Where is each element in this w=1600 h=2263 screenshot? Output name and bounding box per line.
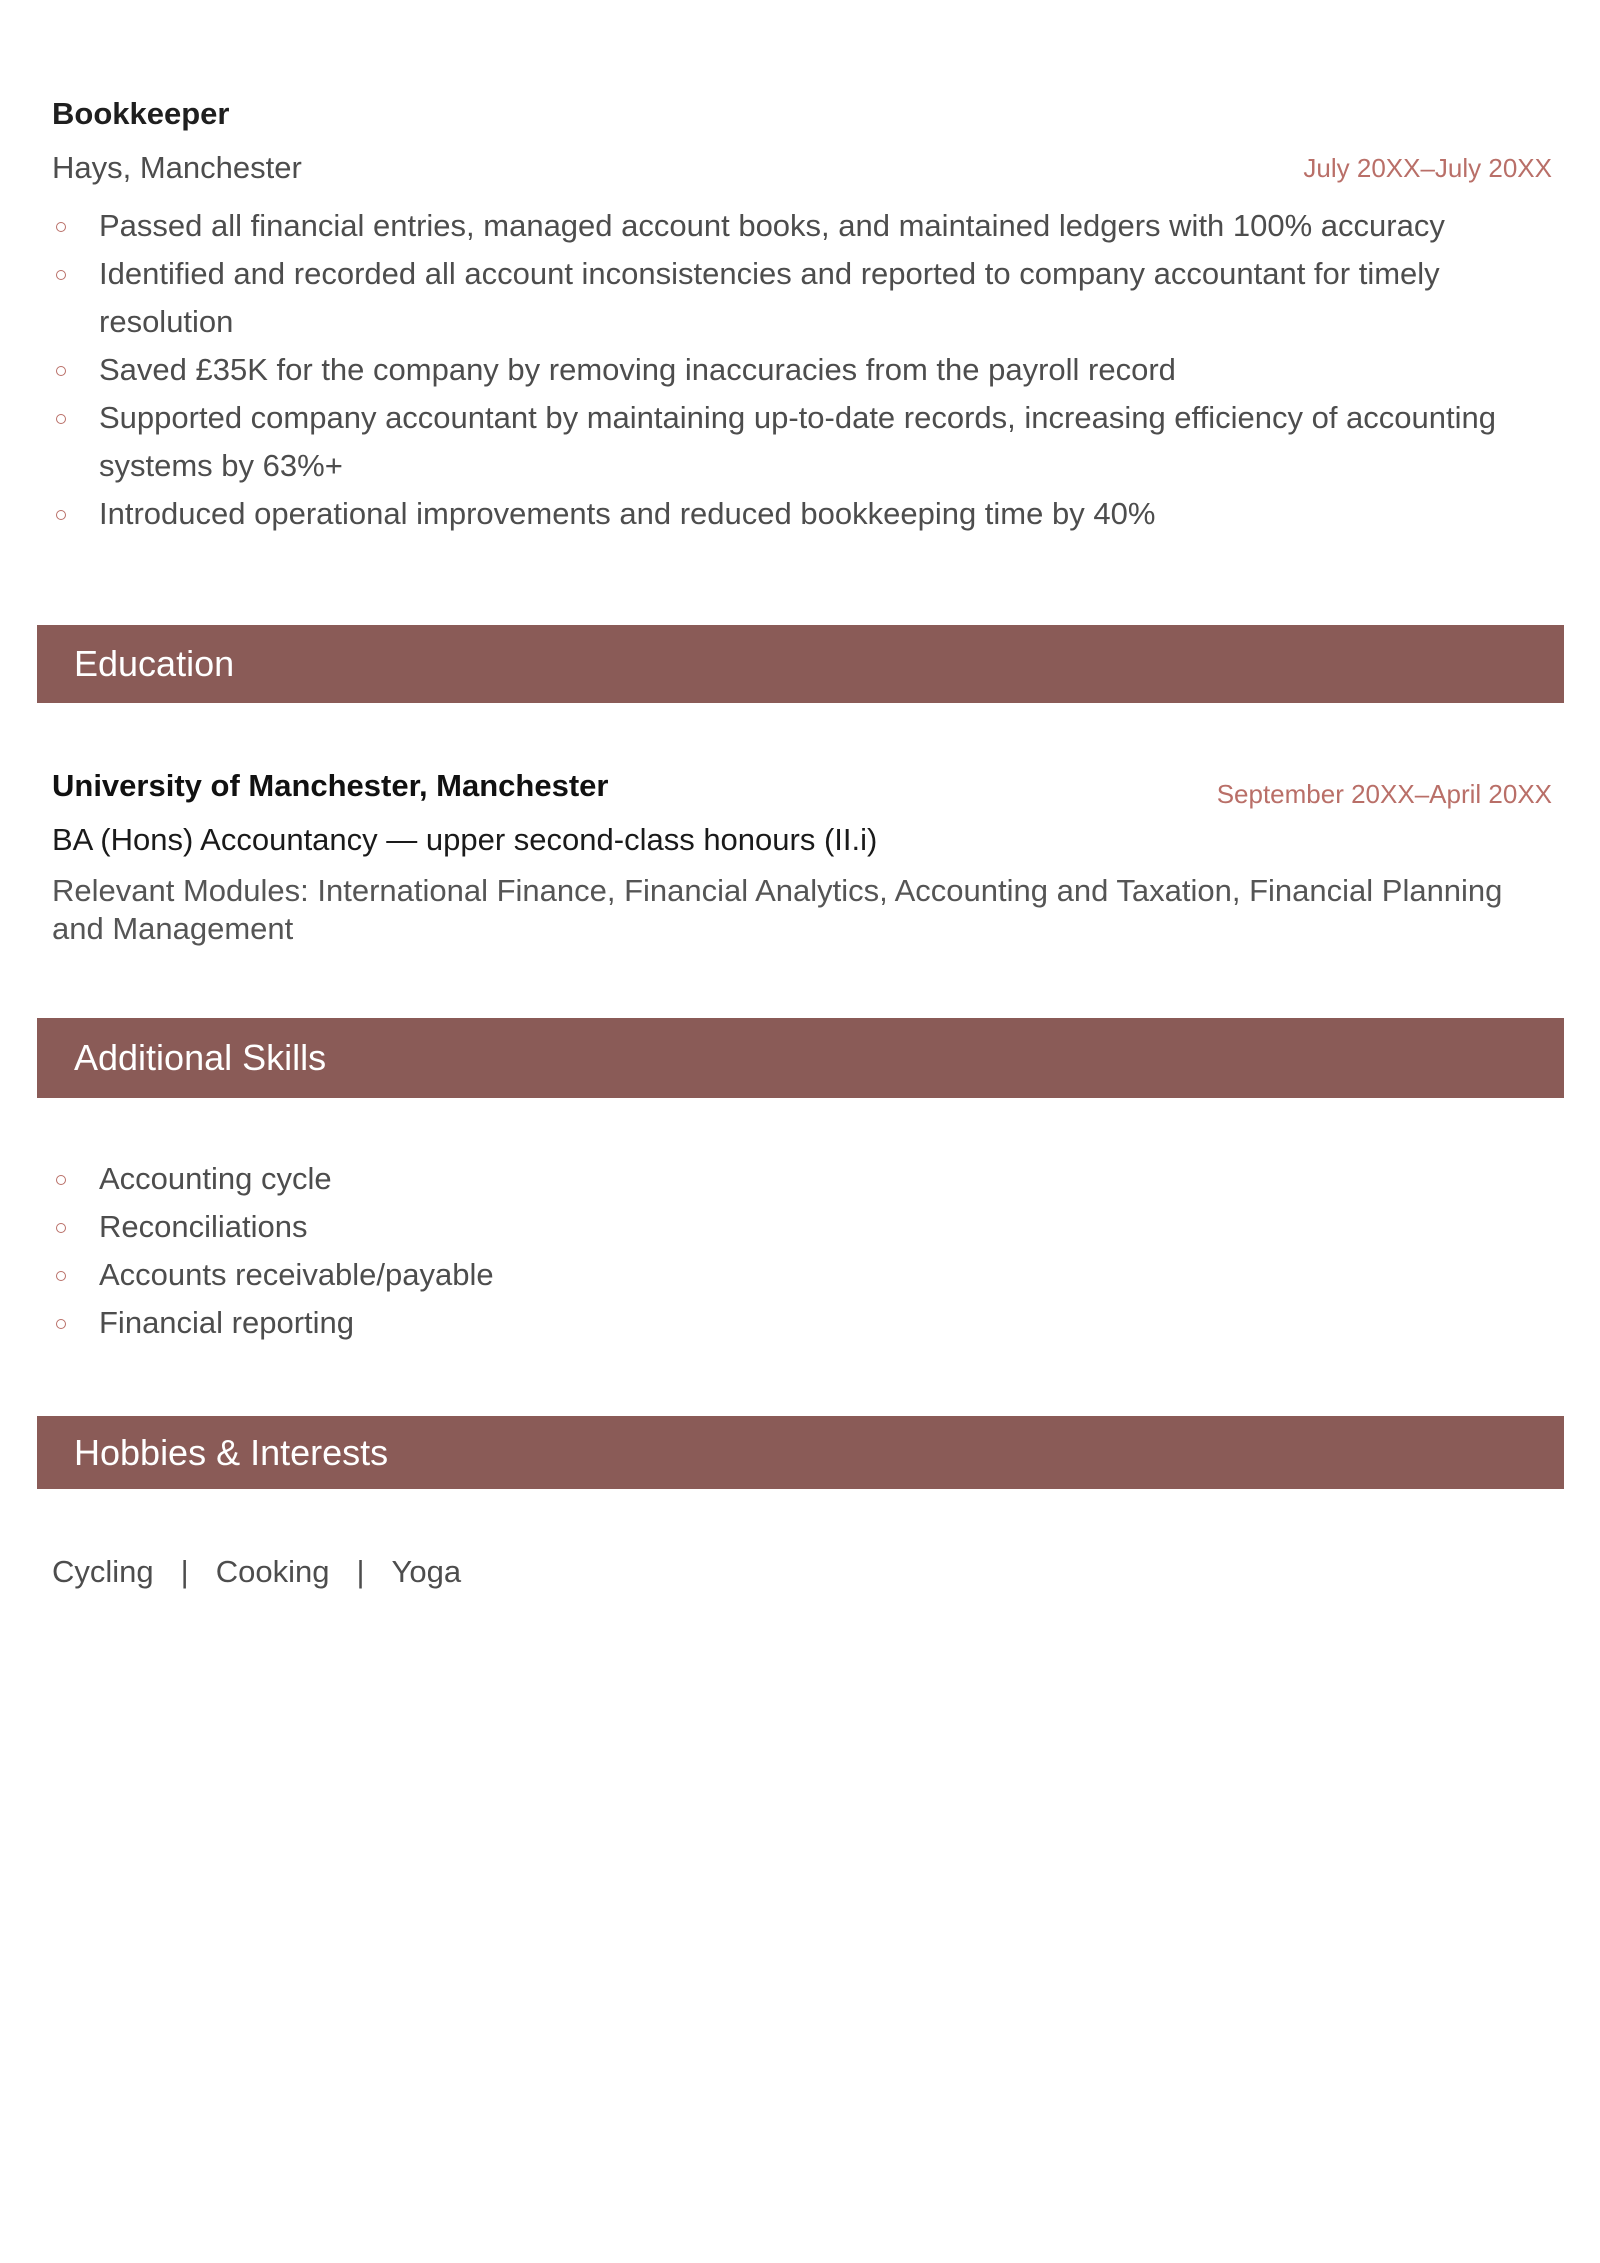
hobby-separator: |: [180, 1554, 189, 1589]
education-degree: BA (Hons) Accountancy — upper second-class honours (II.i): [52, 822, 878, 857]
skill-item: [52, 1299, 1552, 1347]
bullet-circle-icon: [56, 222, 66, 232]
job-bullet: [52, 250, 1552, 346]
job-bullet-list: [52, 202, 1552, 538]
job-company: Hays, Manchester: [52, 150, 302, 185]
education-head: [52, 760, 1552, 812]
skills-list: [52, 1155, 1552, 1347]
bullet-circle-icon: [56, 366, 66, 376]
hobby-item: Cooking: [215, 1554, 330, 1589]
experience-entry: [52, 90, 1552, 538]
job-meta: [52, 142, 1552, 196]
job-bullet: [52, 346, 1552, 394]
skill-item: [52, 1155, 1552, 1203]
job-bullet-text: Identified and recorded all account inconsistencies and reported to company accountant for timely resolution: [99, 256, 1440, 339]
bullet-circle-icon: [56, 414, 66, 424]
job-bullet-text: Saved £35K for the company by removing inaccuracies from the payroll record: [99, 352, 1176, 387]
hobby-item: Yoga: [391, 1554, 462, 1589]
skills-section: [52, 1155, 1552, 1347]
bullet-circle-icon: [56, 1271, 66, 1281]
skill-item: [52, 1251, 1552, 1299]
hobby-item: Cycling: [52, 1554, 154, 1589]
job-title: Bookkeeper: [52, 96, 230, 131]
hobby-separator: |: [356, 1554, 365, 1589]
education-school: University of Manchester, Manchester: [52, 768, 609, 803]
bullet-circle-icon: [56, 1175, 66, 1185]
bullet-circle-icon: [56, 1319, 66, 1329]
skill-item: [52, 1203, 1552, 1251]
skill-text: Reconciliations: [99, 1209, 308, 1244]
bullet-circle-icon: [56, 510, 66, 520]
section-heading-skills: Additional Skills: [37, 1018, 1564, 1098]
skill-text: Accounts receivable/payable: [99, 1257, 494, 1292]
job-bullet-text: Introduced operational improvements and reduced bookkeeping time by 40%: [99, 496, 1156, 531]
bullet-circle-icon: [56, 1223, 66, 1233]
skill-text: Accounting cycle: [99, 1161, 332, 1196]
job-bullet-text: Supported company accountant by maintaining up-to-date records, increasing efficiency of accounting systems by 63%+: [99, 400, 1496, 483]
job-bullet: [52, 202, 1552, 250]
education-modules: Relevant Modules: International Finance, Financial Analytics, Accounting and Taxation, Financial Planning and Management: [52, 873, 1503, 946]
job-bullet-text: Passed all financial entries, managed account books, and maintained ledgers with 100% accuracy: [99, 208, 1445, 243]
job-bullet: [52, 394, 1552, 490]
section-heading-hobbies: Hobbies & Interests: [37, 1416, 1564, 1489]
hobbies-list: [52, 1548, 461, 1596]
bullet-circle-icon: [56, 270, 66, 280]
job-bullet: [52, 490, 1552, 538]
education-entry: [52, 760, 1552, 948]
section-heading-education: Education: [37, 625, 1564, 703]
skill-text: Financial reporting: [99, 1305, 355, 1340]
job-dates: July 20XX–July 20XX: [1303, 153, 1552, 183]
education-dates: September 20XX–April 20XX: [1216, 779, 1552, 809]
